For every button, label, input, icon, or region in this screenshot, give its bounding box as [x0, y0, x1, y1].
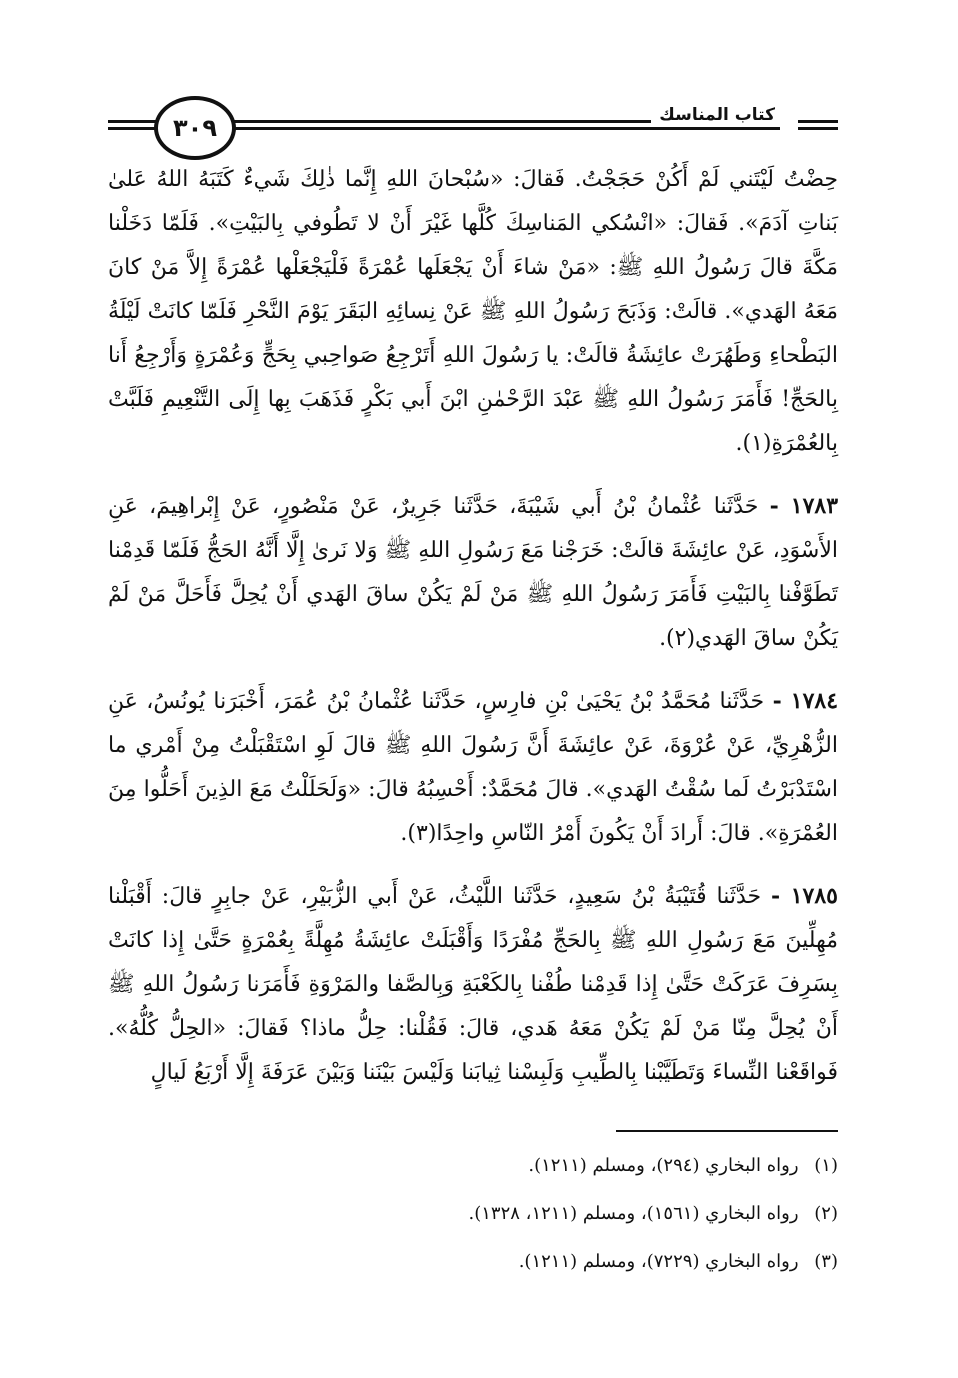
header-rule-right-bottom: [798, 127, 838, 130]
header-rule-right-top: [798, 120, 838, 123]
footnote-2: [108, 1190, 838, 1238]
hadith-number: ١٧٨٤ -: [772, 688, 839, 714]
chapter-title: كتاب المناسك: [651, 105, 783, 125]
footnote-number: (٢): [814, 1203, 838, 1224]
hadith-1783: [108, 484, 838, 661]
page-header: [108, 94, 838, 156]
header-rule-left-top: [108, 120, 158, 123]
footnote-text: رواه البخاري (١٥٦١)، ومسلم (١٢١١، ١٣٢٨).: [468, 1203, 799, 1224]
footnote-text: رواه البخاري (٢٩٤)، ومسلم (١٢١١).: [528, 1155, 799, 1176]
main-text: [108, 158, 838, 1113]
hadith-1785: [108, 874, 838, 1095]
footnote-number: (١): [814, 1155, 838, 1176]
footnote-number: (٣): [814, 1251, 838, 1272]
header-rule-left-bottom: [108, 127, 158, 130]
footnote-divider: [616, 1130, 838, 1132]
footnote-3: [108, 1238, 838, 1286]
paragraph-continuation: [108, 158, 838, 466]
hadith-number: ١٧٨٣ -: [769, 493, 839, 519]
page-number: ٣٠٩: [154, 96, 236, 160]
hadith-text: حَدَّثَنا قُتَيْبَةُ بْنُ سَعِيدٍ، حَدَّثَنا اللَّيْثُ، عَنْ أَبي الزُّبَيْرِ، عَنْ جابِرٍ قالَ: أَقْبَلْنا مُهِلِّينَ مَعَ رَسُولِ اللهِ ﷺ بِالحَجِّ مُفْرَدًا وَأَقْبَلَتْ عائِشَةُ مُهِلَّةً بِعُمْرَةٍ حَتَّىٰ إِذا كانَتْ بِسَرِفَ عَرَكَتْ حَتَّىٰ إِذا قَدِمْنا طُفْنا بِالكَعْبَةِ وَبِالصَّفا والمَرْوَةِ فَأَمَرَنا رَسُولُ اللهِ ﷺ أَنْ يُحِلَّ مِنّا مَنْ لَمْ يَكُنْ مَعَهُ هَدي، قالَ: فَقُلْنا: حِلُّ ماذا؟ فَقالَ: «الحِلُّ كُلُّهُ». فَواقَعْنا النِّساءَ وَتَطَيَّبْنا بِالطِّيبِ وَلَبِسْنا ثِيابَنا وَلَيْسَ بَيْنَنا وَبَيْنَ عَرَفَةَ إِلَّا أَرْبَعُ لَيالٍ: [108, 884, 838, 1085]
paragraph-text: حِضْتُ لَيْتَني لَمْ أَكُنْ حَجَجْتُ. فَقالَ: «سُبْحانَ اللهِ إِنَّما ذٰلِكَ شَيءٌ كَتَبَهُ اللهُ عَلىٰ بَناتِ آدَمَ». فَقالَ: «انْسُكي المَناسِكَ كُلَّها غَيْرَ أَنْ لا تَطُوفي بِالبَيْتِ». فَلَمّا دَخَلْنا مَكَّةَ قالَ رَسُولُ اللهِ ﷺ: «مَنْ شاءَ أَنْ يَجْعَلَها عُمْرَةً فَلْيَجْعَلْها عُمْرَةً إِلاَّ مَنْ كانَ مَعَهُ الهَدي». قالَتْ: وَذَبَحَ رَسُولُ اللهِ ﷺ عَنْ نِسائِهِ البَقَرَ يَوْمَ النَّحْرِ فَلَمّا كانَتْ لَيْلَةُ البَطْحاءِ وَطَهُرَتْ عائِشَةُ قالَتْ: يا رَسُولَ اللهِ أَتَرْجِعُ صَواحِبي بِحَجٍّ وَعُمْرَةٍ وَأَرْجِعُ أَنا بِالحَجِّ! فَأَمَرَ رَسُولُ اللهِ ﷺ عَبْدَ الرَّحْمٰنِ ابْنَ أَبي بَكْرٍ فَذَهَبَ بِها إِلَى التَّنْعِيمِ فَلَبَّتْ بِالعُمْرَةِ(١).: [108, 167, 838, 456]
footnotes: [108, 1142, 838, 1286]
footnote-1: [108, 1142, 838, 1190]
hadith-text: حَدَّثَنا مُحَمَّدُ بْنُ يَحْيَىٰ بْنِ فارِسٍ، حَدَّثَنا عُثْمانُ بْنُ عُمَرَ، أَخْبَرَنا يُونُسُ، عَنِ الزُّهْرِيِّ، عَنْ عُرْوَةَ، عَنْ عائِشَةَ أَنَّ رَسُولَ اللهِ ﷺ قالَ لَوِ اسْتَقْبَلْتُ مِنْ أَمْري ما اسْتَدْبَرْتُ لَما سُقْتُ الهَدي». قالَ مُحَمَّدٌ: أَحْسِبُهُ قالَ: «وَلَحَلَلْتُ مَعَ الذِينَ أَحَلُّوا مِنَ العُمْرَةِ». قالَ: أَرادَ أَنْ يَكُونَ أَمْرُ النّاسِ واحِدًا(٣).: [108, 689, 838, 846]
hadith-text: حَدَّثَنا عُثْمانُ بْنُ أَبي شَيْبَةَ، حَدَّثَنا جَرِيرٌ، عَنْ مَنْصُورٍ، عَنْ إِبْراهِيمَ، عَنِ الأَسْوَدِ، عَنْ عائِشَةَ قالَتْ: خَرَجْنا مَعَ رَسُولِ اللهِ ﷺ وَلا نَرىٰ إِلَّا أَنَّهُ الحَجُّ فَلَمّا قَدِمْنا تَطَوَّفْنا بِالبَيْتِ فَأَمَرَ رَسُولُ اللهِ ﷺ مَنْ لَمْ يَكُنْ ساقَ الهَدي أَنْ يُحِلَّ فَأَحَلَّ مَنْ لَمْ يَكُنْ ساقَ الهَدي(٢).: [108, 494, 838, 651]
footnote-text: رواه البخاري (٧٢٢٩)، ومسلم (١٢١١).: [518, 1251, 799, 1272]
hadith-number: ١٧٨٥ -: [771, 883, 838, 909]
header-rule-middle-bottom: [220, 127, 780, 130]
hadith-1784: [108, 679, 838, 856]
